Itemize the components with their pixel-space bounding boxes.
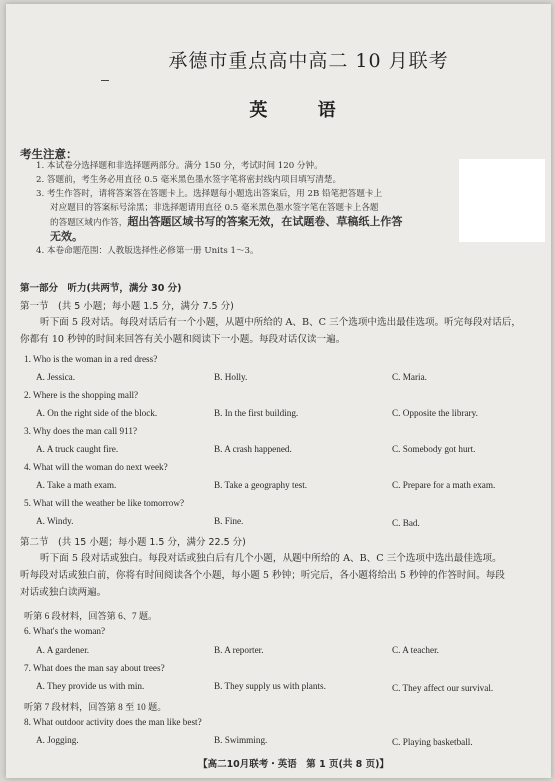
notice-item-2: 2. 答题前，考生务必用直径 0.5 毫米黑色墨水签字笔将密封线内项目填写清楚。: [36, 175, 342, 185]
q1-option-c: C. Maria.: [392, 372, 427, 382]
notice-item-3-emphasis: 超出答题区域书写的答案无效，在试题卷、草稿纸上作答: [127, 215, 403, 228]
notice-item-1: 1. 本试卷分选择题和非选择题两部分。满分 150 分，考试时间 120 分钟。: [36, 161, 323, 171]
material-7-note: 听第 7 段材料，回答第 8 至 10 题。: [24, 702, 167, 712]
question-6: 6. What's the woman?: [24, 626, 106, 636]
q8-option-a: A. Jogging.: [36, 735, 79, 745]
q1-option-a: A. Jessica.: [36, 372, 76, 382]
question-1: 1. Who is the woman in a red dress?: [24, 354, 158, 364]
section2-instr-line-1: 听下面 5 段对话或独白。每段对话或独白后有几个小题，从题中所给的 A、B、C 三个选项中选出最佳选项。: [40, 553, 502, 564]
page-footer: 【高二10月联考・英语 第 1 页(共 8 页)】: [198, 759, 389, 770]
notice-item-3-line-2: 对应题目的答案标号涂黑；非选择题请用直径 0.5 毫米黑色墨水签字笔在答题卡上各题: [50, 203, 379, 213]
q7-option-c: C. They affect our survival.: [392, 683, 494, 693]
q2-option-c: C. Opposite the library.: [392, 408, 478, 418]
q3-option-a: A. A truck caught fire.: [36, 444, 119, 454]
question-3: 3. Why does the man call 911?: [24, 426, 138, 436]
notice-item-3-line-3: [36, 215, 456, 230]
question-4: 4. What will the woman do next week?: [24, 462, 168, 472]
section2-instr-line-3: 对话或独白读两遍。: [20, 587, 107, 598]
q3-option-b: B. A crash happened.: [214, 444, 292, 454]
q6-option-c: C. A teacher.: [392, 645, 439, 655]
q4-option-a: A. Take a math exam.: [36, 480, 117, 490]
q1-option-b: B. Holly.: [214, 372, 248, 382]
q4-option-b: B. Take a geography test.: [214, 480, 308, 490]
question-2: 2. Where is the shopping mall?: [24, 390, 139, 400]
notice-heading: 考生注意：: [20, 147, 78, 161]
notice-item-4: 4. 本卷命题范围：人教版选择性必修第一册 Units 1～3。: [36, 246, 259, 256]
q8-option-b: B. Swimming.: [214, 735, 268, 745]
question-7: 7. What does the man say about trees?: [24, 663, 165, 673]
q7-option-b: B. They supply us with plants.: [214, 681, 326, 691]
section2-instructions: [20, 550, 540, 601]
q8-option-c: C. Playing basketball.: [392, 737, 473, 747]
notice-item-3-line-1: 3. 考生作答时，请将答案答在答题卡上。选择题每小题选出答案后，用 2B 铅笔把答题卡上: [36, 189, 383, 199]
section2-heading: 第二节 (共 15 小题；每小题 1.5 分，满分 22.5 分): [20, 537, 246, 548]
question-5: 5. What will the weather be like tomorrow?: [24, 498, 185, 508]
material-6-note: 听第 6 段材料，回答第 6、7 题。: [24, 611, 158, 621]
q6-option-a: A. A gardener.: [36, 645, 90, 655]
notice-item-3-line-4: 无效。: [50, 230, 83, 243]
subject-title: 英 语: [249, 100, 358, 121]
q6-option-b: B. A reporter.: [214, 645, 264, 655]
notice-item-3-line-3a: 的答题区域内作答，: [50, 218, 128, 228]
q4-option-c: C. Prepare for a math exam.: [392, 480, 496, 490]
notice-list: [36, 159, 456, 258]
divider-mark: [101, 80, 109, 81]
q7-option-a: A. They provide us with min.: [36, 681, 145, 691]
barcode-sticker-area: [459, 159, 545, 242]
q2-option-a: A. On the right side of the block.: [36, 408, 158, 418]
part1-heading: 第一部分 听力(共两节，满分 30 分): [20, 283, 182, 294]
section1-instr-line-1: 听下面 5 段对话。每段对话后有一个小题，从题中所给的 A、B、C 三个选项中选出最佳选项。听完每段对话后，: [40, 317, 521, 328]
exam-title: 承德市重点高中高二 10 月联考: [168, 50, 449, 72]
section1-heading: 第一节 (共 5 小题；每小题 1.5 分，满分 7.5 分): [20, 301, 234, 312]
section1-instructions: [20, 314, 540, 348]
q5-option-b: B. Fine.: [214, 516, 244, 526]
section2-instr-line-2: 听每段对话或独白前，你将有时间阅读各个小题，每小题 5 秒钟；听完后，各小题将给出 5 秒钟的作答时间。每段: [20, 570, 505, 581]
q5-option-c: C. Bad.: [392, 518, 420, 528]
question-8: 8. What outdoor activity does the man like best?: [24, 717, 202, 727]
exam-page: [6, 4, 551, 778]
q3-option-c: C. Somebody got hurt.: [392, 444, 476, 454]
q5-option-a: A. Windy.: [36, 516, 74, 526]
q2-option-b: B. In the first building.: [214, 408, 299, 418]
section1-instr-line-2: 你都有 10 秒钟的时间来回答有关小题和阅读下一小题。每段对话仅读一遍。: [20, 334, 346, 345]
